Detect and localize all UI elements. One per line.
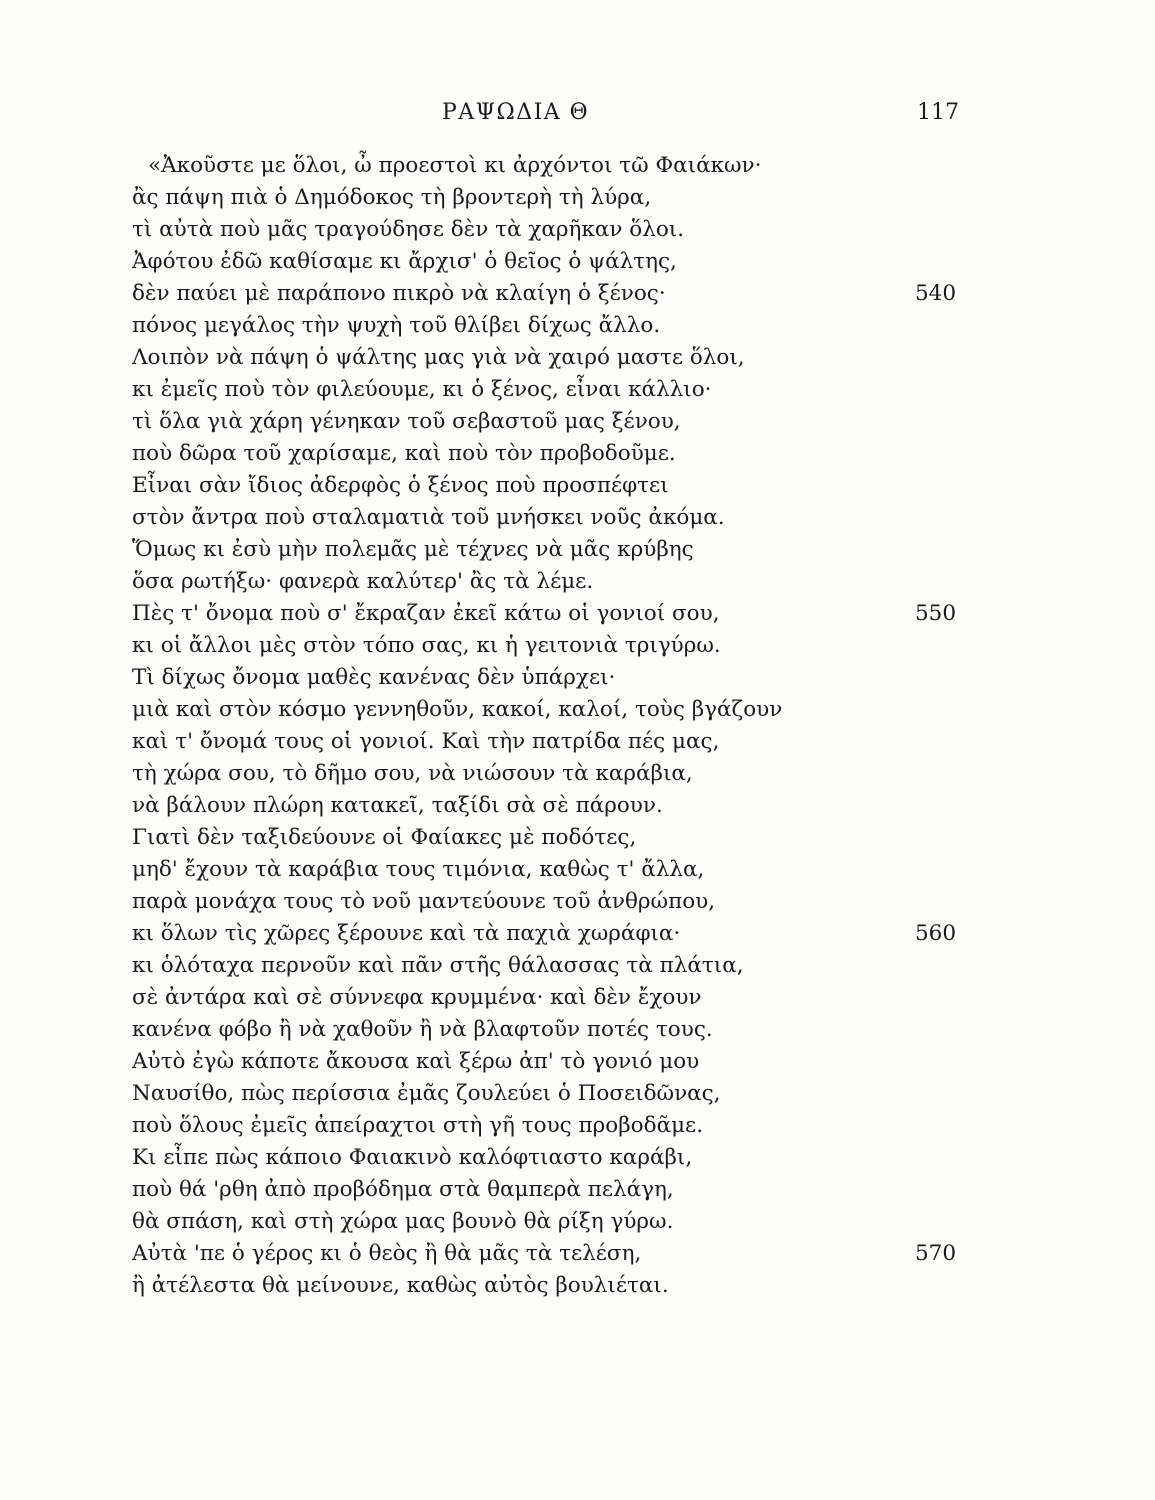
verse-line: [132, 246, 962, 278]
verse-line: [132, 1206, 962, 1238]
verse-line: [132, 854, 962, 886]
verse-line-text: ἂς πάψη πιὰ ὁ Δημόδοκος τὴ βροντερὴ τὴ λύρα,: [132, 185, 652, 210]
verse-line: [132, 438, 962, 470]
verse-line: [132, 374, 962, 406]
verse-line-text: ποὺ θά 'ρθη ἀπὸ προβόδημα στὰ θαμπερὰ πελάγη,: [132, 1177, 674, 1202]
verse-line: [132, 310, 962, 342]
line-number: 560: [915, 921, 957, 946]
verse-line-text: «Ἀκοῦστε με ὅλοι, ὦ προεστοὶ κι ἀρχόντοι τῶ Φαιάκων·: [148, 153, 762, 178]
verse-line: [132, 1110, 962, 1142]
verse-line-text: Πὲς τ' ὄνομα ποὺ σ' ἔκραζαν ἐκεῖ κάτω οἱ γονιοί σου,: [132, 601, 720, 626]
line-number: 570: [915, 1241, 957, 1266]
verse-line-text: στὸν ἄντρα ποὺ σταλαματιὰ τοῦ μνήσκει νοῦς ἀκόμα.: [132, 505, 725, 530]
verse-line-text: καὶ τ' ὄνομά τους οἱ γονιοί. Καὶ τὴν πατρίδα πές μας,: [132, 729, 720, 754]
verse-line-text: κανένα φόβο ἢ νὰ χαθοῦν ἢ νὰ βλαφτοῦν ποτές τους.: [132, 1017, 713, 1042]
verse-line: [132, 694, 962, 726]
verse-line: [132, 534, 962, 566]
verse-line: [132, 1046, 962, 1078]
page-header: [0, 100, 1155, 134]
verse-line-text: ποὺ δῶρα τοῦ χαρίσαμε, καὶ ποὺ τὸν προβοδοῦμε.: [132, 441, 676, 466]
verse-line-text: Τὶ δίχως ὄνομα μαθὲς κανένας δὲν ὑπάρχει·: [132, 665, 616, 690]
verse-line-text: Γιατὶ δὲν ταξιδεύουνε οἱ Φαίακες μὲ ποδότες,: [132, 825, 637, 850]
verse-line: [132, 1270, 962, 1302]
verse-line: [132, 1078, 962, 1110]
verse-line: [132, 886, 962, 918]
verse-line: [132, 150, 962, 182]
verse-line: [132, 950, 962, 982]
verse-line-text: ὅσα ρωτήξω· φανερὰ καλύτερ' ἂς τὰ λέμε.: [132, 569, 594, 594]
verse-line-text: κι ὅλων τὶς χῶρες ξέρουνε καὶ τὰ παχιὰ χωράφια·: [132, 921, 681, 946]
verse-line: [132, 1014, 962, 1046]
verse-line-text: ἢ ἀτέλεστα θὰ μείνουνε, καθὼς αὐτὸς βουλιέται.: [132, 1273, 669, 1298]
verse-line-text: νὰ βάλουν πλώρη κατακεῖ, ταξίδι σὰ σὲ πάρουν.: [132, 793, 663, 818]
verse-line-text: Κι εἶπε πὼς κάποιο Φαιακινὸ καλόφτιαστο καράβι,: [132, 1145, 693, 1170]
verse-line: [132, 758, 962, 790]
verse-line: [132, 822, 962, 854]
verse-line: [132, 1142, 962, 1174]
verse-line-text: δὲν παύει μὲ παράπονο πικρὸ νὰ κλαίγη ὁ ξένος·: [132, 281, 666, 306]
verse-line-text: Εἶναι σὰν ἴδιος ἀδερφὸς ὁ ξένος ποὺ προσπέφτει: [132, 473, 669, 498]
verse-line: [132, 278, 962, 310]
verse-line-text: Ὅμως κι ἐσὺ μὴν πολεμᾶς μὲ τέχνες νὰ μᾶς κρύβης: [132, 537, 694, 562]
verse-line: [132, 406, 962, 438]
verse-line: [132, 598, 962, 630]
verse-line-text: Αὐτὰ 'πε ὁ γέρος κι ὁ θεὸς ἢ θὰ μᾶς τὰ τελέση,: [132, 1241, 642, 1266]
verse-line: [132, 726, 962, 758]
verse-line-text: κι ὁλόταχα περνοῦν καὶ πᾶν στῆς θάλασσας τὰ πλάτια,: [132, 953, 744, 978]
verse-line: [132, 1238, 962, 1270]
verse-line-text: μιὰ καὶ στὸν κόσμο γεννηθοῦν, κακοί, καλοί, τοὺς βγάζουν: [132, 697, 783, 722]
verse-line-text: τὶ αὐτὰ ποὺ μᾶς τραγούδησε δὲν τὰ χαρῆκαν ὅλοι.: [132, 217, 685, 242]
verse-line: [132, 662, 962, 694]
verse-line-text: σὲ ἀντάρα καὶ σὲ σύννεφα κρυμμένα· καὶ δὲν ἔχουν: [132, 985, 702, 1010]
verse-line-text: τὴ χώρα σου, τὸ δῆμο σου, νὰ νιώσουν τὰ καράβια,: [132, 761, 693, 786]
verse-line: [132, 342, 962, 374]
verse-line: [132, 502, 962, 534]
verse-line-text: μηδ' ἔχουν τὰ καράβια τους τιμόνια, καθὼς τ' ἄλλα,: [132, 857, 705, 882]
verse-line: [132, 214, 962, 246]
verse-line: [132, 982, 962, 1014]
verse-line: [132, 470, 962, 502]
line-number: 550: [915, 601, 957, 626]
verse-line: [132, 182, 962, 214]
verse-line: [132, 630, 962, 662]
verse-line-text: κι οἱ ἄλλοι μὲς στὸν τόπο σας, κι ἡ γειτονιὰ τριγύρω.: [132, 633, 721, 658]
verse-line: [132, 790, 962, 822]
verse-line-text: θὰ σπάση, καὶ στὴ χώρα μας βουνὸ θὰ ρίξη γύρω.: [132, 1209, 674, 1234]
verse-line-text: ποὺ ὅλους ἐμεῖς ἀπείραχτοι στὴ γῆ τους προβοδᾶμε.: [132, 1113, 704, 1138]
verse-line-text: τὶ ὅλα γιὰ χάρη γένηκαν τοῦ σεβαστοῦ μας ξένου,: [132, 409, 681, 434]
verse-line-text: κι ἐμεῖς ποὺ τὸν φιλεύουμε, κι ὁ ξένος, εἶναι κάλλιο·: [132, 377, 712, 402]
verse-line: [132, 918, 962, 950]
line-number: 540: [915, 281, 957, 306]
verse-line-text: παρὰ μονάχα τους τὸ νοῦ μαντεύουνε τοῦ ἀνθρώπου,: [132, 889, 716, 914]
verse-line-text: Ἀφότου ἐδῶ καθίσαμε κι ἄρχισ' ὁ θεῖος ὁ ψάλτης,: [132, 249, 677, 274]
verse-line-text: Ναυσίθο, πὼς περίσσια ἐμᾶς ζουλεύει ὁ Ποσειδῶνας,: [132, 1081, 721, 1106]
verse-line-text: Λοιπὸν νὰ πάψη ὁ ψάλτης μας γιὰ νὰ χαιρό μαστε ὅλοι,: [132, 345, 745, 370]
verse-line-text: Αὐτὸ ἐγὼ κάποτε ἄκουσα καὶ ξέρω ἀπ' τὸ γονιό μου: [132, 1049, 700, 1074]
running-head: ΡΑΨΩΔΙΑ Θ: [442, 100, 590, 125]
verse-line: [132, 1174, 962, 1206]
verse-line: [132, 566, 962, 598]
verse-line-text: πόνος μεγάλος τὴν ψυχὴ τοῦ θλίβει δίχως ἄλλο.: [132, 313, 661, 338]
page-number: 117: [917, 100, 959, 125]
verse-block: [132, 150, 962, 1302]
